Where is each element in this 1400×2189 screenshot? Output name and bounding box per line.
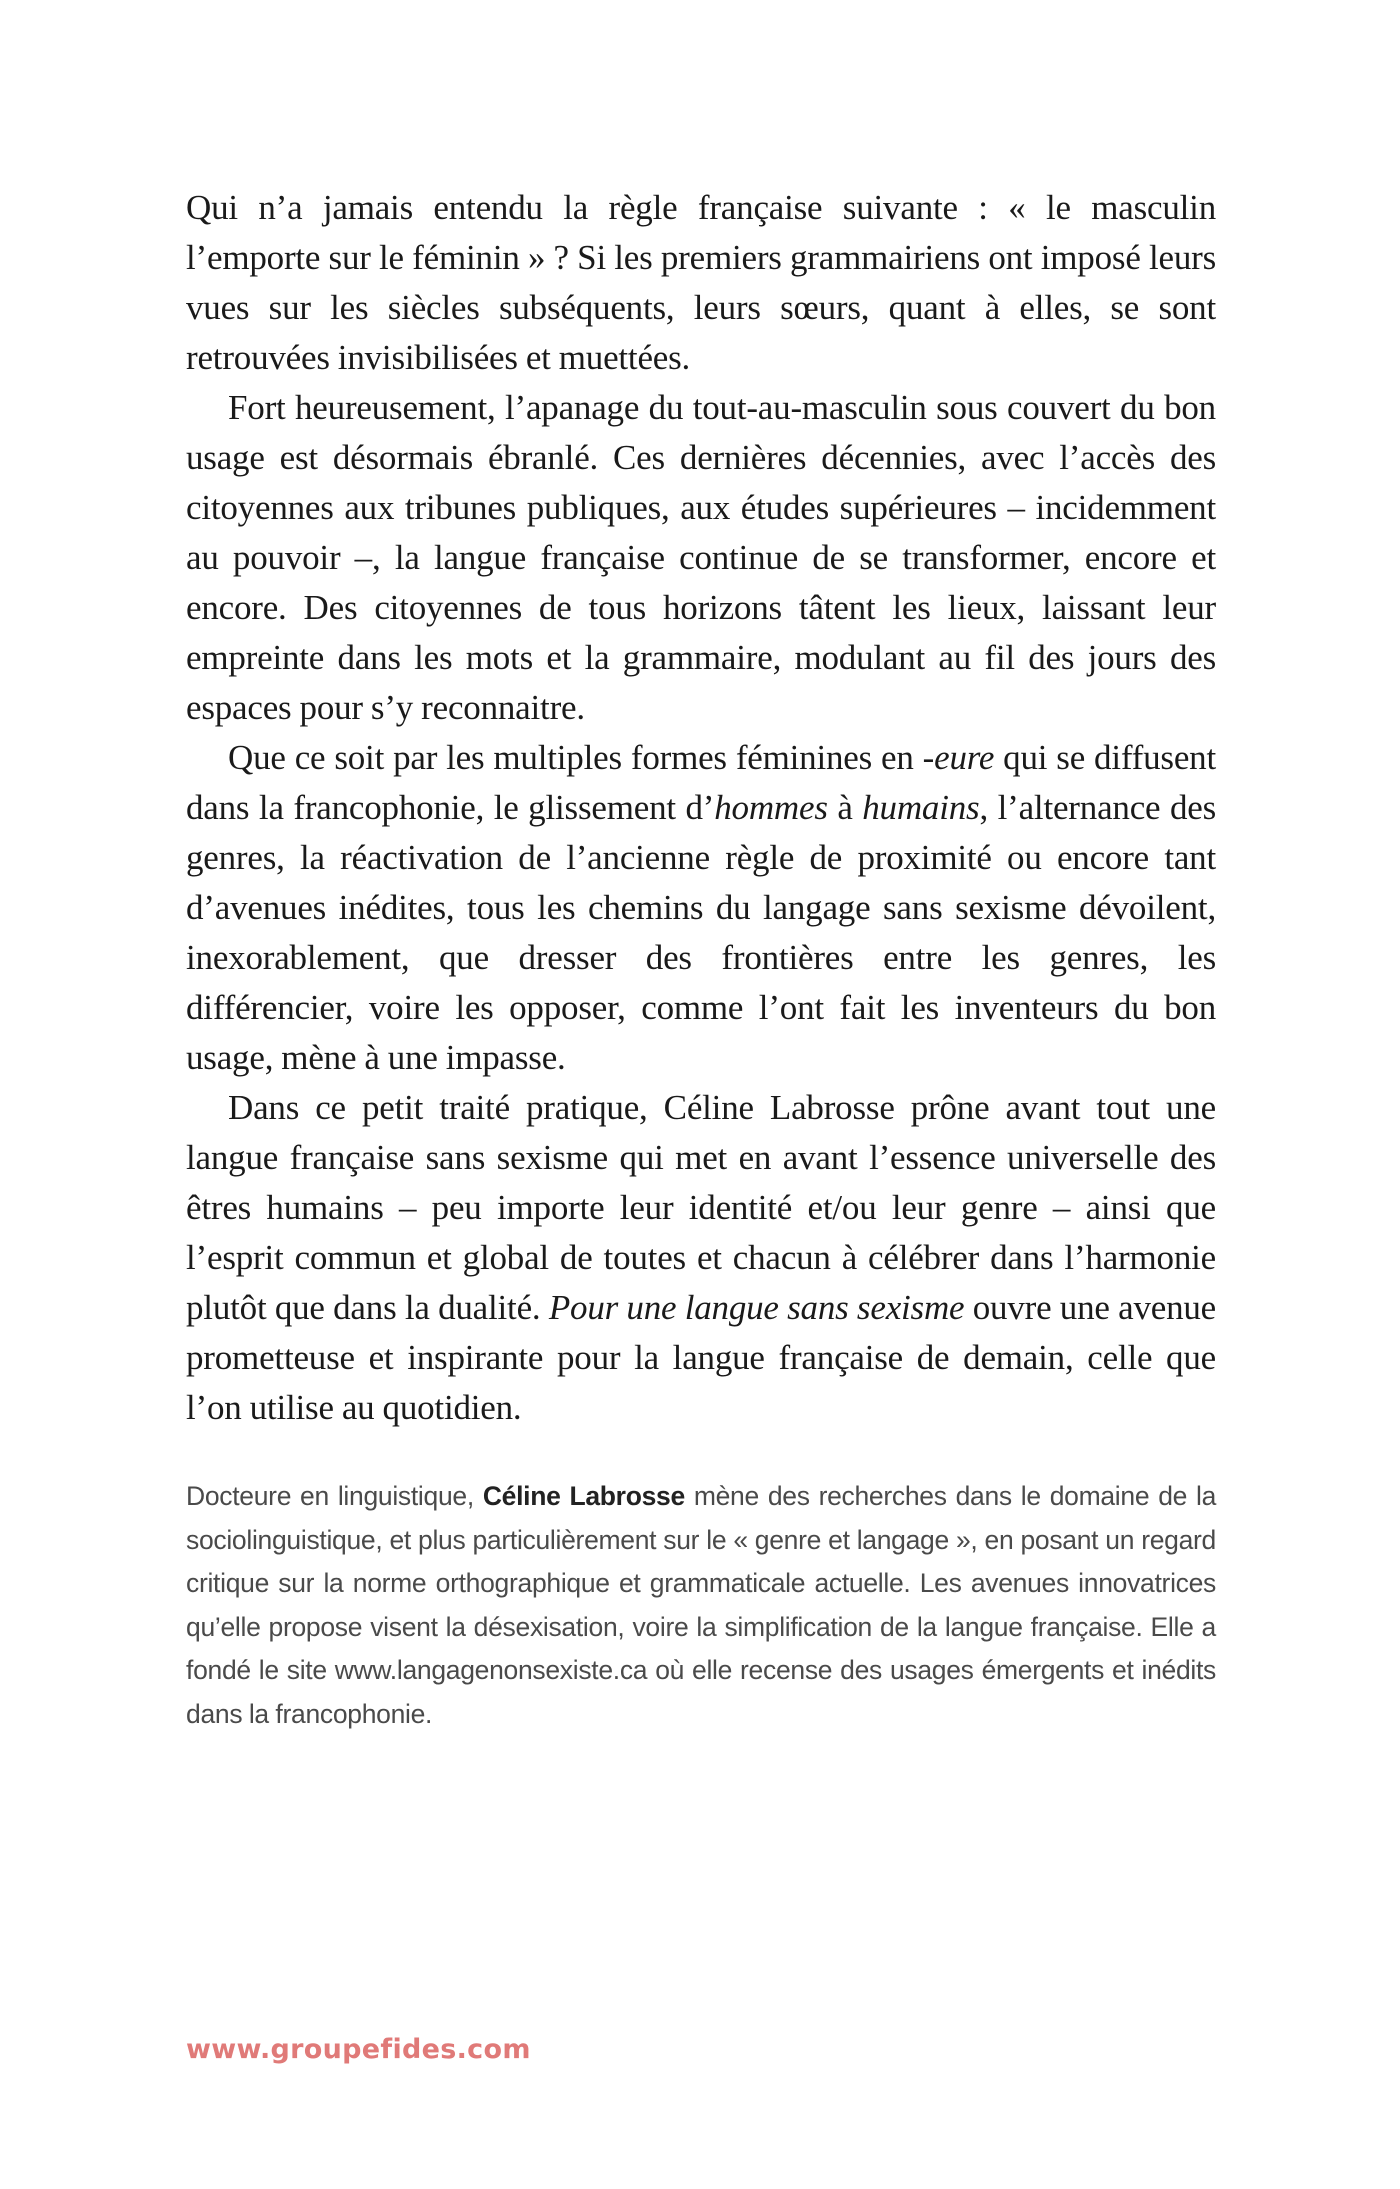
text-run: ouvre une avenue prometteuse et inspirante pour la langue française de demain, celle que l’on utilise au quotidien. (186, 1288, 1217, 1427)
italic-term: -eure (922, 738, 995, 777)
blurb-paragraph-2: Fort heureusement, l’apanage du tout-au-masculin sous couvert du bon usage est désormais ébranlé. Ces dernières décennies, avec l’accès des citoyennes aux tribunes publiques, aux études supérieures – incidemment au pouvoir –, la langue française continue de se transformer, encore et encore. Des citoyennes de tous horizons tâtent les lieux, laissant leur empreinte dans les mots et la grammaire, modulant au fil des jours des espaces pour s’y reconnaitre. (186, 388, 1216, 727)
text-run: Dans ce petit traité pratique, Céline Labrosse prône avant tout une langue française sans sexisme qui met en avant l’essence universelle des êtres humains – peu importe leur identité et/ou leur genre – ainsi que l’esprit commun et global de toutes et chacun à célébrer dans l’harmonie plutôt que dans la dualité. (186, 1088, 1216, 1327)
italic-term: humains (862, 788, 980, 827)
italic-term: hommes (714, 788, 828, 827)
book-blurb (186, 183, 1216, 1433)
book-title-italic: Pour une langue sans sexisme (548, 1288, 965, 1327)
publisher-website-link[interactable]: www.groupefides.com (186, 2034, 531, 2065)
bio-lead: Docteure en linguistique, (186, 1481, 483, 1511)
author-bio (186, 1475, 1216, 1736)
text-run: Que ce soit par les multiples formes féminines en (228, 738, 923, 777)
back-cover (186, 183, 1216, 1736)
text-run: qui se diffusent dans la francophonie, le glissement d’ (186, 738, 1216, 827)
author-bio-paragraph (186, 1475, 1216, 1736)
blurb-paragraph-4 (186, 1083, 1216, 1433)
author-name: Céline Labrosse (482, 1481, 685, 1511)
text-run: , l’alternance des genres, la réactivation de l’ancienne règle de proximité ou encore tant d’avenues inédites, tous les chemins du langage sans sexisme dévoilent, inexorablement, que dresser des frontières entre les genres, les différencier, voire les opposer, comme l’ont fait les inventeurs du bon usage, mène à une impasse. (186, 788, 1217, 1077)
text-run: à (827, 788, 863, 827)
bio-text: mène des recherches dans le domaine de la sociolinguistique, et plus particulièrement sur le « genre et langage », en posant un regard critique sur la norme orthographique et grammaticale actuelle. Les avenues innovatrices qu’elle propose visent la désexisation, voire la simplification de la langue française. Elle a fondé le site www.langagenonsexiste.ca où elle recense des usages émergents et inédits dans la francophonie. (186, 1481, 1217, 1729)
blurb-paragraph-1: Qui n’a jamais entendu la règle française suivante : « le masculin l’emporte sur le féminin » ? Si les premiers grammairiens ont imposé leurs vues sur les siècles subséquents, leurs sœurs, quant à elles, se sont retrouvées invisibilisées et muettées. (186, 188, 1216, 377)
blurb-paragraph-3 (186, 733, 1216, 1083)
